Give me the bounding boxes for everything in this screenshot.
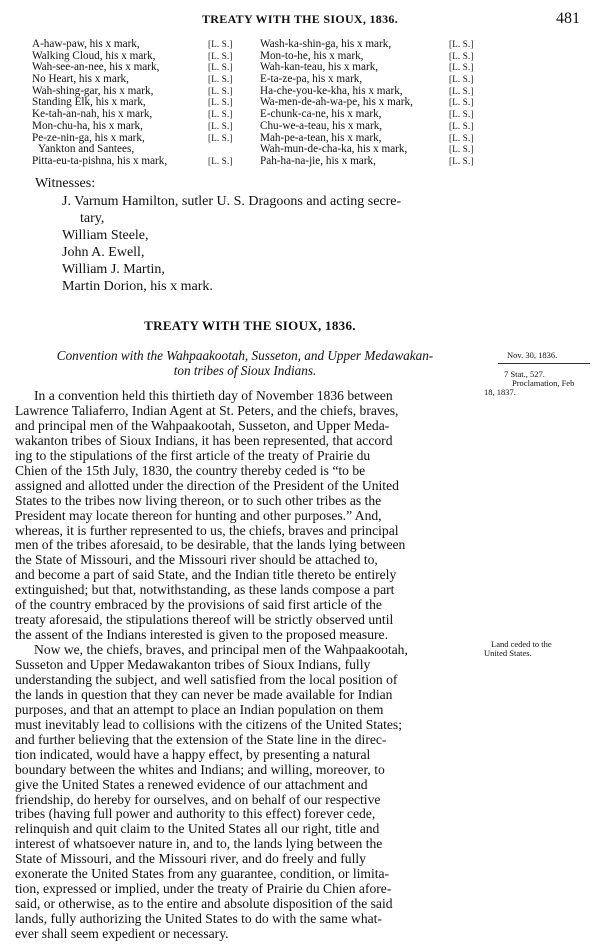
margin-citation: Proclamation, Feb bbox=[512, 378, 575, 388]
signatory-name: Wah-shing-gar, his x mark, bbox=[32, 84, 154, 97]
seal-mark: [L. S.] bbox=[208, 50, 233, 61]
body-line: Chien of the 15th July, 1830, the country thereby ceded is “to be bbox=[15, 462, 366, 478]
body-line: In a convention held this thirtieth day of November 1836 between bbox=[34, 388, 393, 403]
seal-mark: [L. S.] bbox=[449, 155, 474, 166]
witness-line: tary, bbox=[80, 211, 105, 226]
body-line: of the country embraced by the provisions of said first article of the bbox=[15, 597, 382, 613]
signature-row bbox=[32, 121, 260, 133]
seal-mark: [L. S.] bbox=[449, 120, 474, 131]
tribe-group-label: Yankton and Santees, bbox=[38, 143, 135, 156]
seal-mark: [L. S.] bbox=[449, 144, 474, 155]
body-line: ever shall seem expedient or necessary. bbox=[15, 926, 229, 941]
seal-mark: [L. S.] bbox=[449, 39, 474, 49]
body-line: boundary between the whites and Indians; and willing, moreover, to bbox=[15, 761, 385, 777]
body-line: and principal men of the Wahpaakootah, Susseton, and Upper Meda- bbox=[15, 417, 390, 433]
signature-column-left bbox=[32, 39, 260, 168]
treaty-subtitle-line: Convention with the Wahpaakootah, Susseton, and Upper Medawakan- bbox=[56, 348, 434, 363]
body-line: tion indicated, would have a happy effect, by presenting a natural bbox=[15, 746, 371, 762]
margin-note-land-ceded: Land ceded to the bbox=[491, 639, 552, 649]
running-title: TREATY WITH THE SIOUX, 1836. bbox=[202, 12, 398, 26]
body-line: States to the tribes now living thereon, or to such other tribes as the bbox=[15, 492, 382, 508]
seal-mark: [L. S.] bbox=[449, 74, 474, 85]
seal-mark: [L. S.] bbox=[208, 120, 233, 131]
seal-mark: [L. S.] bbox=[208, 155, 233, 166]
body-line: State of Missouri, and the Missouri river, and do freely and fully bbox=[15, 851, 366, 867]
margin-citation: 7 Stat., 527. bbox=[504, 369, 545, 379]
seal-mark: [L. S.] bbox=[208, 97, 233, 108]
body-line: the assent of the Indians interested is given to the proposed measure. bbox=[15, 627, 388, 643]
body-line: relinquish and quit claim to the United States all our right, title and bbox=[15, 821, 380, 837]
signatory-name: Wa-men-de-ah-wa-pe, his x mark, bbox=[260, 96, 413, 109]
body-line: tribes (having full power and authority to this effect) forever cede, bbox=[15, 806, 376, 822]
body-line: treaty aforesaid, the stipulations thereof will be strictly observed until bbox=[15, 612, 394, 628]
body-line: and further believing that the extension of the State line in the direc- bbox=[15, 731, 387, 747]
signature-column-right bbox=[260, 39, 492, 168]
body-line: give the United States a renewed evidence of our attachment and bbox=[15, 776, 368, 792]
body-line: Susseton and Upper Medawakanton tribes of Sioux Indians, fully bbox=[15, 657, 371, 672]
seal-mark: [L. S.] bbox=[208, 62, 233, 73]
margin-citation: 18, 1837. bbox=[484, 387, 516, 397]
running-head bbox=[0, 10, 600, 30]
body-line: President may locate thereon for hunting and other purposes.” And, bbox=[15, 507, 382, 523]
seal-mark: [L. S.] bbox=[449, 50, 474, 61]
body-line: understanding the subject, and well satisfied from the local position of bbox=[15, 671, 398, 687]
signatory-name: Pe-ze-nin-ga, his x mark, bbox=[32, 131, 145, 144]
signature-row bbox=[260, 121, 492, 133]
seal-mark: [L. S.] bbox=[208, 85, 233, 96]
body-line: Now we, the chiefs, braves, and principal men of the Wahpaakootah, bbox=[34, 642, 408, 658]
seal-mark: [L. S.] bbox=[449, 109, 474, 120]
treaty-subtitle-line: ton tribes of Sioux Indians. bbox=[173, 363, 317, 378]
seal-mark: [L. S.] bbox=[449, 97, 474, 108]
body-line: Lawrence Taliaferro, Indian Agent at St. Peters, and the chiefs, braves, bbox=[15, 402, 399, 418]
signatory-name: E-chunk-ca-ne, his x mark, bbox=[260, 108, 382, 121]
seal-mark: [L. S.] bbox=[449, 85, 474, 96]
signature-row bbox=[32, 39, 260, 51]
body-line: ing to the stipulations of the first article of the treaty of Prairie du bbox=[15, 447, 371, 463]
signatory-name: E-ta-ze-pa, his x mark, bbox=[260, 73, 363, 86]
signatory-name: Pitta-eu-ta-pishna, his x mark, bbox=[32, 154, 168, 167]
signatory-name: Wah-mun-de-cha-ka, his x mark, bbox=[260, 143, 408, 156]
body-line: must inevitably lead to collisions with the citizens of the United States; bbox=[15, 716, 402, 732]
signatory-name: Pah-ha-na-jie, his x mark, bbox=[260, 154, 376, 167]
signatory-name: Mon-chu-ha, his x mark, bbox=[32, 119, 143, 132]
signature-row bbox=[260, 39, 492, 51]
body-line: lands, fully authorizing the United States to do with the same what- bbox=[15, 911, 382, 927]
body-line: assigned and allotted under the direction of the President of the United bbox=[15, 477, 399, 493]
signatory-name: A-haw-paw, his x mark, bbox=[32, 38, 140, 50]
witnesses-label: Witnesses: bbox=[35, 176, 96, 191]
seal-mark: [L. S.] bbox=[208, 132, 233, 143]
body-line: whereas, it is further represented to us, the chiefs, braves and principal bbox=[15, 522, 399, 538]
witness-line: J. Varnum Hamilton, sutler U. S. Dragoons and acting secre- bbox=[62, 194, 402, 209]
signatory-name: Walking Cloud, his x mark, bbox=[32, 49, 156, 62]
seal-mark: [L. S.] bbox=[449, 132, 474, 143]
seal-mark: [L. S.] bbox=[208, 109, 233, 120]
witness-line: William J. Martin, bbox=[62, 262, 165, 277]
body-line: wakanton tribes of Sioux Indians, it has been represented, that accord bbox=[15, 432, 393, 448]
body-line: extinguished; but that, notwithstanding, as these lands compose a part bbox=[15, 582, 395, 598]
signatory-name: Mah-pe-a-tean, his x mark, bbox=[260, 131, 382, 144]
body-line: the State of Missouri, and the Missouri river should be attached to, bbox=[15, 552, 378, 568]
signatory-name: No Heart, his x mark, bbox=[32, 73, 129, 86]
signatory-name: Standing Elk, his x mark, bbox=[32, 96, 146, 109]
body-line: friendship, do hereby for ourselves, and on behalf of our respective bbox=[15, 791, 381, 807]
signatory-name: Chu-we-a-teau, his x mark, bbox=[260, 119, 383, 132]
signatory-name: Wash-ka-shin-ga, his x mark, bbox=[260, 38, 392, 50]
signature-row bbox=[260, 74, 492, 86]
seal-mark: [L. S.] bbox=[449, 62, 474, 73]
body-line: men of the tribes aforesaid, to be desirable, that the lands lying between bbox=[15, 537, 406, 553]
signatory-name: Mon-to-he, his x mark, bbox=[260, 49, 364, 62]
witness-line: William Steele, bbox=[62, 228, 149, 243]
signature-row bbox=[32, 74, 260, 86]
body-line: purposes, and that an attempt to place an Indian population on them bbox=[15, 701, 384, 717]
signatory-name: Wah-see-an-nee, his x mark, bbox=[32, 61, 160, 74]
body-line: and become a part of said State, and the Indian title thereto be entirely bbox=[15, 567, 397, 583]
body-line: tion, expressed or implied, under the treaty of Prairie du Chien afore- bbox=[15, 881, 392, 897]
body-line: exonerate the United States from any guarantee, condition, or limita- bbox=[15, 866, 390, 882]
signature-row bbox=[32, 156, 260, 168]
signatory-name: Ke-tah-an-nah, his x mark, bbox=[32, 108, 153, 121]
margin-note-land-ceded: United States. bbox=[484, 648, 532, 658]
witness-line: John A. Ewell, bbox=[62, 245, 145, 260]
signatory-name: Ha-che-you-ke-kha, his x mark, bbox=[260, 84, 403, 97]
witness-line: Martin Dorion, his x mark. bbox=[62, 279, 213, 294]
margin-rule bbox=[498, 363, 590, 364]
signature-row bbox=[260, 156, 492, 168]
margin-date: Nov. 30, 1836. bbox=[507, 350, 558, 360]
page-number: 481 bbox=[556, 10, 580, 27]
body-line: interest of whatsoever nature in, and to, the lands lying between the bbox=[15, 836, 383, 852]
seal-mark: [L. S.] bbox=[208, 39, 233, 49]
body-line: the lands in question that they can never be made available for Indian bbox=[15, 686, 393, 702]
seal-mark: [L. S.] bbox=[208, 74, 233, 85]
signatory-name: Wah-kan-teau, his x mark, bbox=[260, 61, 379, 74]
body-line: said, or otherwise, as to the entire and absolute disposition of the said bbox=[15, 896, 393, 912]
treaty-heading: TREATY WITH THE SIOUX, 1836. bbox=[144, 318, 356, 333]
